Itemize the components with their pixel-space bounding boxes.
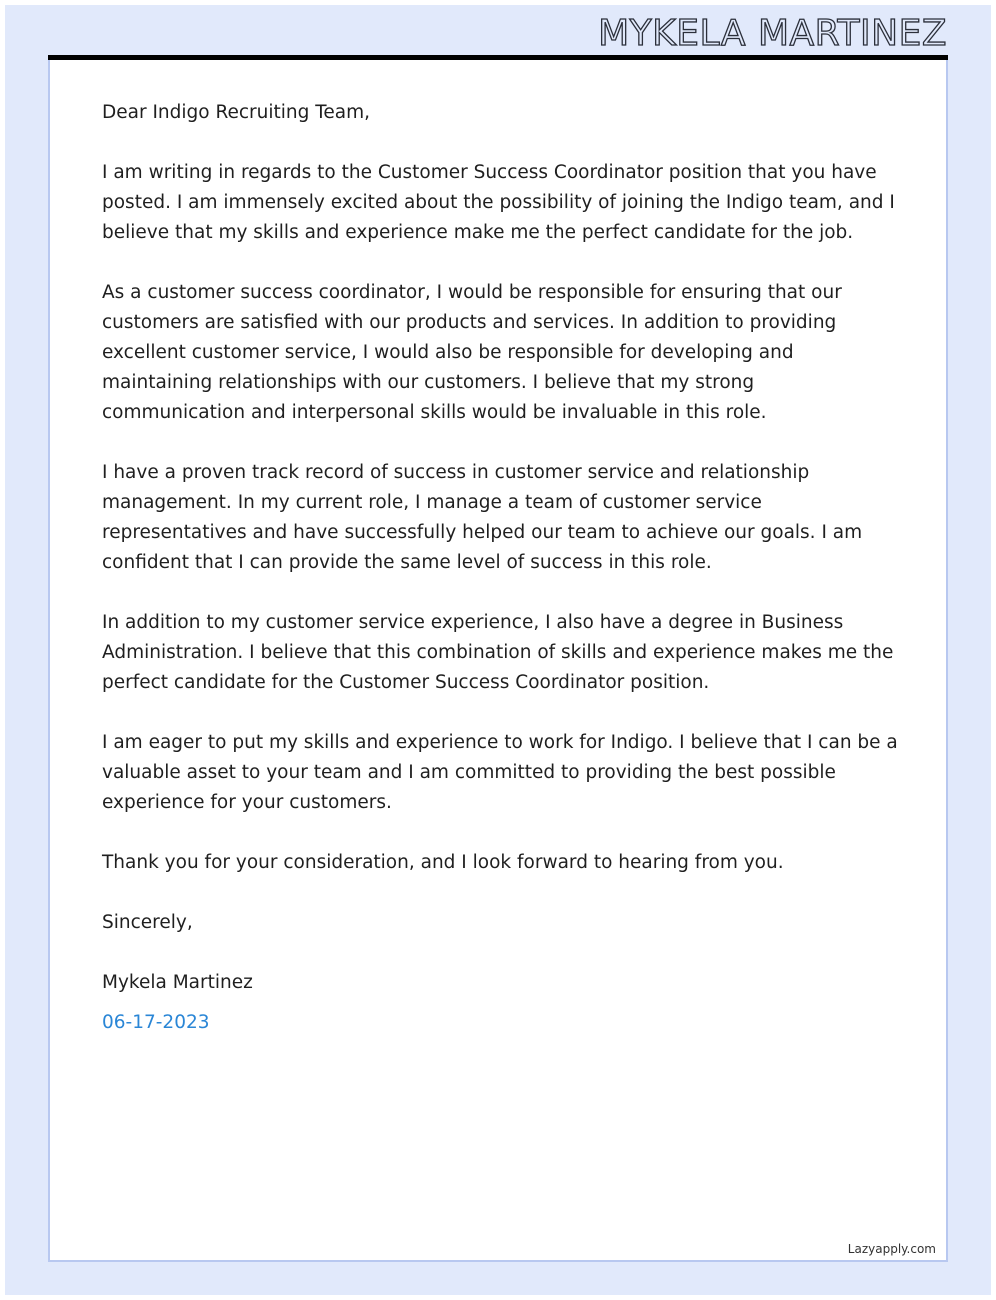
applicant-name-heading: MYKELA MARTINEZ: [598, 13, 947, 54]
paragraph-role: As a customer success coordinator, I would be responsible for ensuring that our customers are satisfied with our products and services. In addition to providing excellent customer service, I would also be responsible for developing and maintaining relationships with our customers. I believe that my strong communication and interpersonal skills would be invaluable in this role.: [102, 282, 842, 423]
letter-body: [102, 98, 902, 1038]
paragraph-education: In addition to my customer service experience, I also have a degree in Business Administration. I believe that this combination of skills and experience makes me the perfect candidate for the Customer Success Coordinator position.: [102, 612, 894, 693]
paragraph-thanks: Thank you for your consideration, and I look forward to hearing from you.: [102, 852, 784, 873]
signature-name: Mykela Martinez: [102, 972, 253, 993]
closing: Sincerely,: [102, 912, 193, 933]
salutation: Dear Indigo Recruiting Team,: [102, 102, 371, 123]
letter-date: 06-17-2023: [102, 1012, 210, 1033]
paragraph-motivation: I am eager to put my skills and experience to work for Indigo. I believe that I can be a valuable asset to your team and I am committed to providing the best possible experience for your customers.: [102, 732, 898, 813]
watermark: Lazyapply.com: [847, 1242, 936, 1256]
paragraph-intro: I am writing in regards to the Customer Success Coordinator position that you have posted. I am immensely excited about the possibility of joining the Indigo team, and I believe that my skills and experience make me the perfect candidate for the job.: [102, 162, 895, 243]
letter-sheet: [48, 60, 948, 1262]
paragraph-experience: I have a proven track record of success in customer service and relationship management. In my current role, I manage a team of customer service representatives and have successfully helped our team to achieve our goals. I am confident that I can provide the same level of success in this role.: [102, 462, 863, 573]
